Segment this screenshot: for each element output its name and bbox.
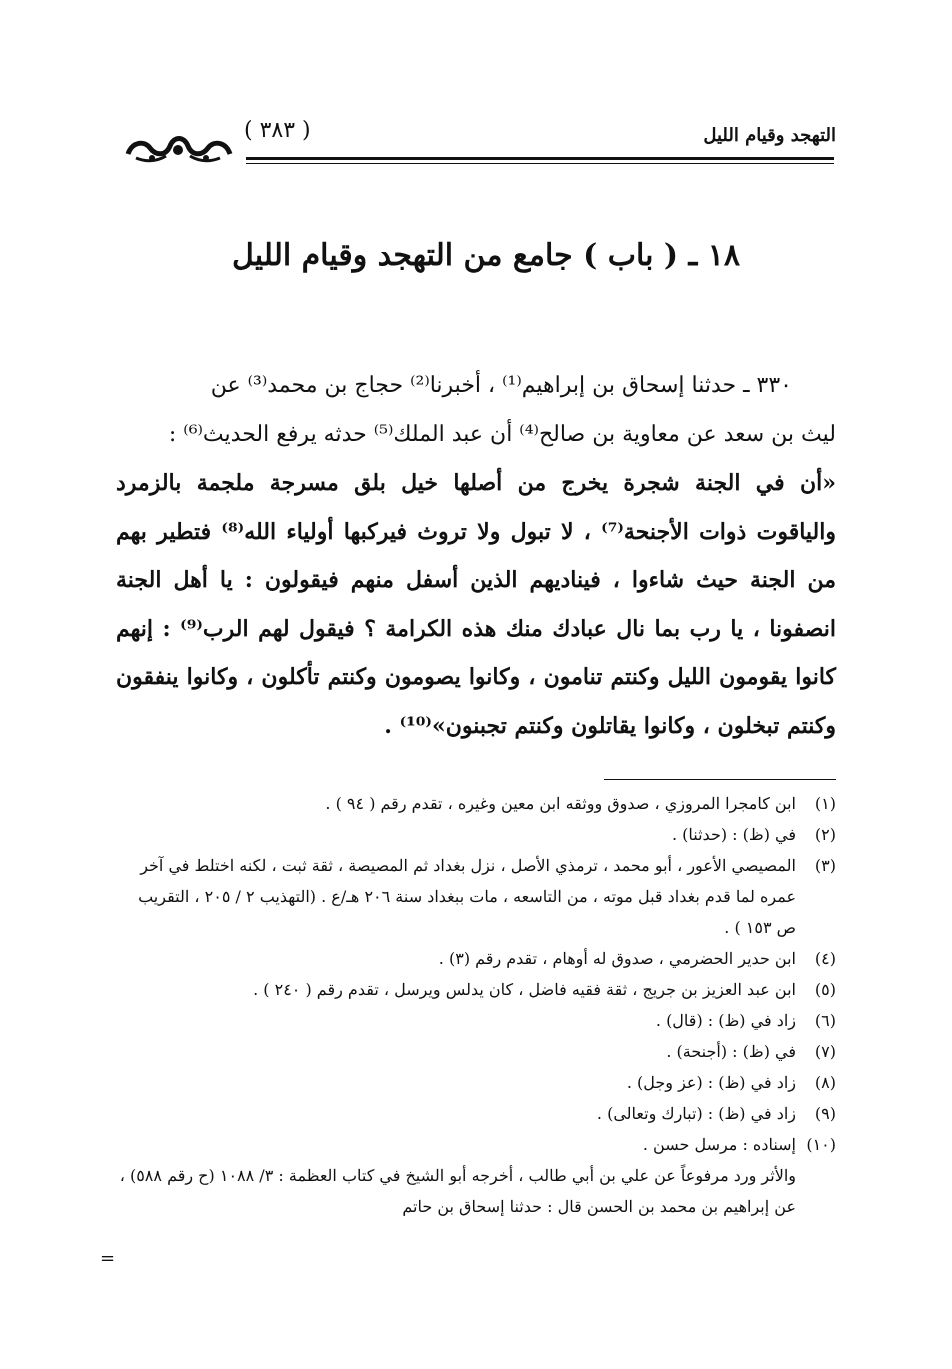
main-text [116,362,836,750]
running-title: التهجد وقيام الليل [703,125,836,146]
footnote-number: (٥) [814,980,836,999]
footnote-item [116,974,836,1005]
page-number: ( ٣٨٣ ) [244,118,311,143]
footnote-number: (٤) [814,949,836,968]
footnote-text: ابن كامجرا المروزي ، صدوق ووثقه ابن معين وغيره ، تقدم رقم ( ٩٤ ) . [325,794,796,813]
footnote-text: إسناده : مرسل حسن . [642,1135,796,1154]
footnote-item [116,1067,836,1098]
footnote-text: في (ظ) : (حدثنا) . [671,825,796,844]
footnote-item [116,788,836,819]
footnote-number: (٧) [814,1042,836,1061]
continued-marker: = [100,1248,116,1269]
chapter-heading: ١٨ ـ ( باب ) جامع من التهجد وقيام الليل [231,238,740,273]
header-rule-thick [246,157,834,160]
footnote-item [116,850,836,943]
footnote-item [116,943,836,974]
footnote-text: المصيصي الأعور ، أبو محمد ، ترمذي الأصل ، نزل بغداد ثم المصيصة ، ثقة ثبت ، لكنه اختلط في آخر عمره لما قدم بغداد قبل موته ، من التاسعه ، مات ببغداد سنة ٢٠٦ هـ/ع . (التهذيب ٢ / ٢٠٥ ، التقريب ص ١٥٣ ) . [138,856,796,937]
footnote-number: (٢) [814,825,836,844]
footnote-text: زاد في (ظ) : (قال) . [655,1011,796,1030]
footnotes [116,788,836,1222]
footnote-number: (١٠) [806,1135,836,1154]
isnad-line-1: ٣٣٠ ـ حدثنا إسحاق بن إبراهيم⁽¹⁾ ، أخبرنا⁽²⁾ حجاج بن محمد⁽³⁾ عن [210,373,792,398]
footnote-continuation [116,1160,836,1222]
footnote-text: زاد في (ظ) : (عز وجل) . [626,1073,796,1092]
isnad-line-2: ليث بن سعد عن معاوية بن صالح⁽⁴⁾ أن عبد الملك⁽⁵⁾ حدثه يرفع الحديث⁽⁶⁾ : [168,421,836,447]
footnote-text: زاد في (ظ) : (تبارك وتعالى) . [596,1104,796,1123]
footnote-number: (٩) [814,1104,836,1123]
footnote-number: (٣) [814,856,836,875]
footnote-number: (٦) [814,1011,836,1030]
footnote-item [116,1129,836,1160]
footnote-item [116,819,836,850]
footnote-number: (٨) [814,1073,836,1092]
footnote-text: ابن حدير الحضرمي ، صدوق له أوهام ، تقدم رقم (٣) . [438,949,796,968]
footnote-item [116,1036,836,1067]
footnote-text: ابن عبد العزيز بن جريج ، ثقة فقيه فاضل ، كان يدلس ويرسل ، تقدم رقم ( ٢٤٠ ) . [253,980,796,999]
footnote-text: في (ظ) : (أجنحة) . [666,1042,796,1061]
hadith-text: «أن في الجنة شجرة يخرج من أصلها خيل بلق مسرجة ملجمة بالزمرد والياقوت ذوات الأجنحة⁽⁷⁾ ، لا تبول ولا تروث فيركبها أولياء الله⁽⁸⁾ فتطير بهم من الجنة حيث شاءوا ، فيناديهم الذين أسفل منهم فيقولون : يا أهل الجنة انصفونا ، يا رب بما نال عبادك منك هذه الكرامة ؟ فيقول لهم الرب⁽⁹⁾ : إنهم كانوا يقومون الليل وكنتم تنامون ، وكانوا يصومون وكنتم تأكلون ، وكانوا ينفقون وكنتم تبخلون ، وكانوا يقاتلون وكنتم تجبنون»⁽¹⁰⁾ . [116,470,836,739]
header-rule-thin [246,163,834,164]
footnote-item [116,1098,836,1129]
decorative-ornament-icon [122,128,234,168]
footnote-separator [604,779,836,780]
footnote-number: (١) [814,794,836,813]
footnote-continuation-text: والأثر ورد مرفوعاً عن علي بن أبي طالب ، أخرجه أبو الشيخ في كتاب العظمة : ٣/ ١٠٨٨ (ح رقم ٥٨٨) ، عن إبراهيم بن محمد بن الحسن قال : حدثنا إسحاق بن حاتم [119,1166,796,1216]
footnote-item [116,1005,836,1036]
